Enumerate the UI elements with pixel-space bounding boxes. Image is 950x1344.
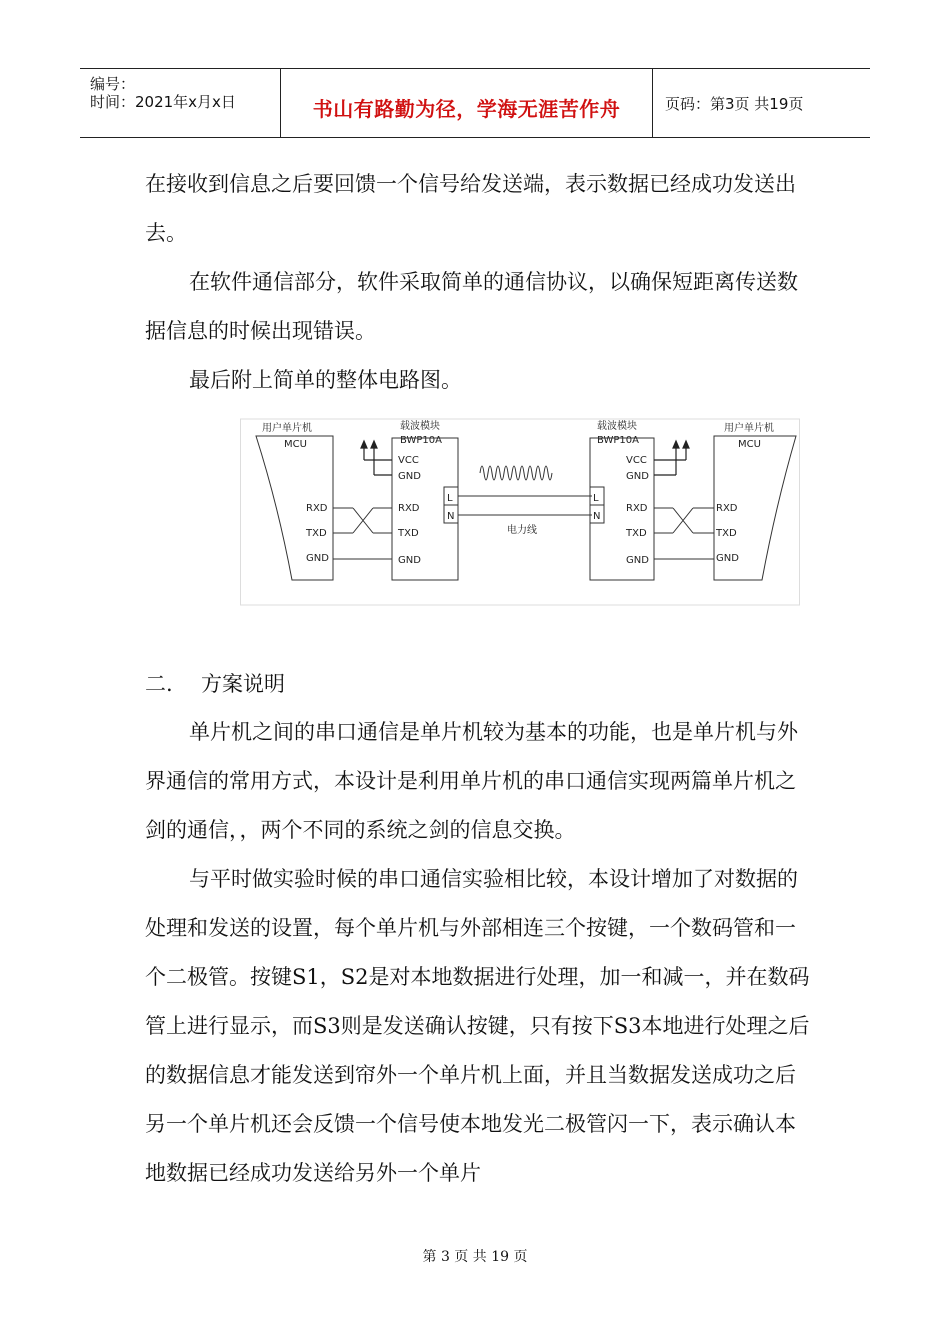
page-footer: 第 3 页 共 19 页 (422, 1249, 528, 1265)
right-module-rxd: RXD (626, 503, 648, 514)
right-module-gnd-top: GND (626, 471, 649, 482)
section-title: 方案说明 (201, 672, 285, 696)
right-mcu-gnd: GND (716, 553, 739, 564)
right-module-gnd: GND (626, 555, 649, 566)
paragraph-2-text: 在软件通信部分，软件采取简单的通信协议，以确保短距离传送数据信息的时候出现错误。 (145, 270, 798, 343)
paragraph-2 (145, 258, 810, 356)
left-mcu-gnd: GND (306, 553, 329, 564)
carrier-wave (480, 466, 552, 480)
paragraph-3 (145, 356, 810, 405)
right-module-txd: TXD (626, 528, 647, 539)
right-power-arrows (654, 441, 689, 475)
left-module-gnd-top: GND (398, 471, 421, 482)
right-mcu-name: MCU (738, 439, 761, 450)
left-module-vcc: VCC (398, 455, 419, 466)
right-module-vcc: VCC (626, 455, 647, 466)
left-module-txd: TXD (398, 528, 419, 539)
left-mcu-txd: TXD (306, 528, 327, 539)
paragraph-3-text: 最后附上简单的整体电路图。 (189, 368, 462, 392)
circuit-diagram (240, 415, 800, 610)
power-line-label: 电力线 (507, 525, 537, 536)
left-mcu-name: MCU (284, 439, 307, 450)
page-info: 页码：第3页 共19页 (665, 95, 804, 113)
page-header (80, 68, 870, 138)
header-info-cell (80, 69, 281, 137)
left-power-arrows (361, 441, 392, 475)
section-heading (145, 664, 285, 704)
left-pin-l: L (447, 493, 453, 504)
right-pin-n: N (593, 511, 601, 522)
left-module-gnd: GND (398, 555, 421, 566)
header-page-cell (653, 69, 870, 137)
section-number: 二. (145, 672, 173, 696)
left-module-title: 载波模块 (400, 421, 440, 432)
left-module-name: BWP10A (400, 435, 442, 446)
power-line-wires (458, 496, 592, 515)
paragraph-4 (145, 708, 810, 855)
header-motto-cell (281, 69, 653, 137)
date-label: 时间：2021年x月x日 (90, 93, 236, 111)
right-module-name: BWP10A (597, 435, 639, 446)
paragraph-4-text: 单片机之间的串口通信是单片机较为基本的功能，也是单片机与外界通信的常用方式，本设计是利用单片机的串口通信实现两篇单片机之剑的通信，，两个不同的系统之剑的信息交换。 (145, 720, 798, 842)
paragraph-5-text: 与平时做实验时候的串口通信实验相比较，本设计增加了对数据的处理和发送的设置，每个单片机与外部相连三个按键，一个数码管和一个二极管。按键S1，S2是对本地数据进行处理，加一和减一，并在数码管上进行显示，而S3则是发送确认按键，只有按下S3本地进行处理之后的数据信息才能发送到帘外一个单片机上面，并且当数据发送成功之后另一个单片机还会反馈一个信号使本地发光二极管闪一下，表示确认本地数据已经成功发送给另外一个单片 (145, 867, 810, 1185)
paragraph-1 (145, 160, 810, 258)
left-pin-n: N (447, 511, 455, 522)
right-serial-wires (654, 508, 714, 559)
paragraph-5 (145, 855, 810, 1198)
left-module-rxd: RXD (398, 503, 420, 514)
right-mcu-txd: TXD (716, 528, 737, 539)
paragraph-1-text: 在接收到信息之后要回馈一个信号给发送端，表示数据已经成功发送出去。 (145, 172, 796, 245)
left-mcu-title: 用户单片机 (262, 423, 312, 434)
right-mcu-rxd: RXD (716, 503, 738, 514)
right-pin-l: L (593, 493, 599, 504)
right-mcu-title: 用户单片机 (724, 423, 774, 434)
motto: 书山有路勤为径，学海无涯苦作舟 (312, 97, 621, 121)
code-label: 编号： (90, 75, 136, 93)
left-serial-wires (333, 508, 392, 559)
right-module-title: 载波模块 (597, 421, 637, 432)
left-mcu-rxd: RXD (306, 503, 328, 514)
